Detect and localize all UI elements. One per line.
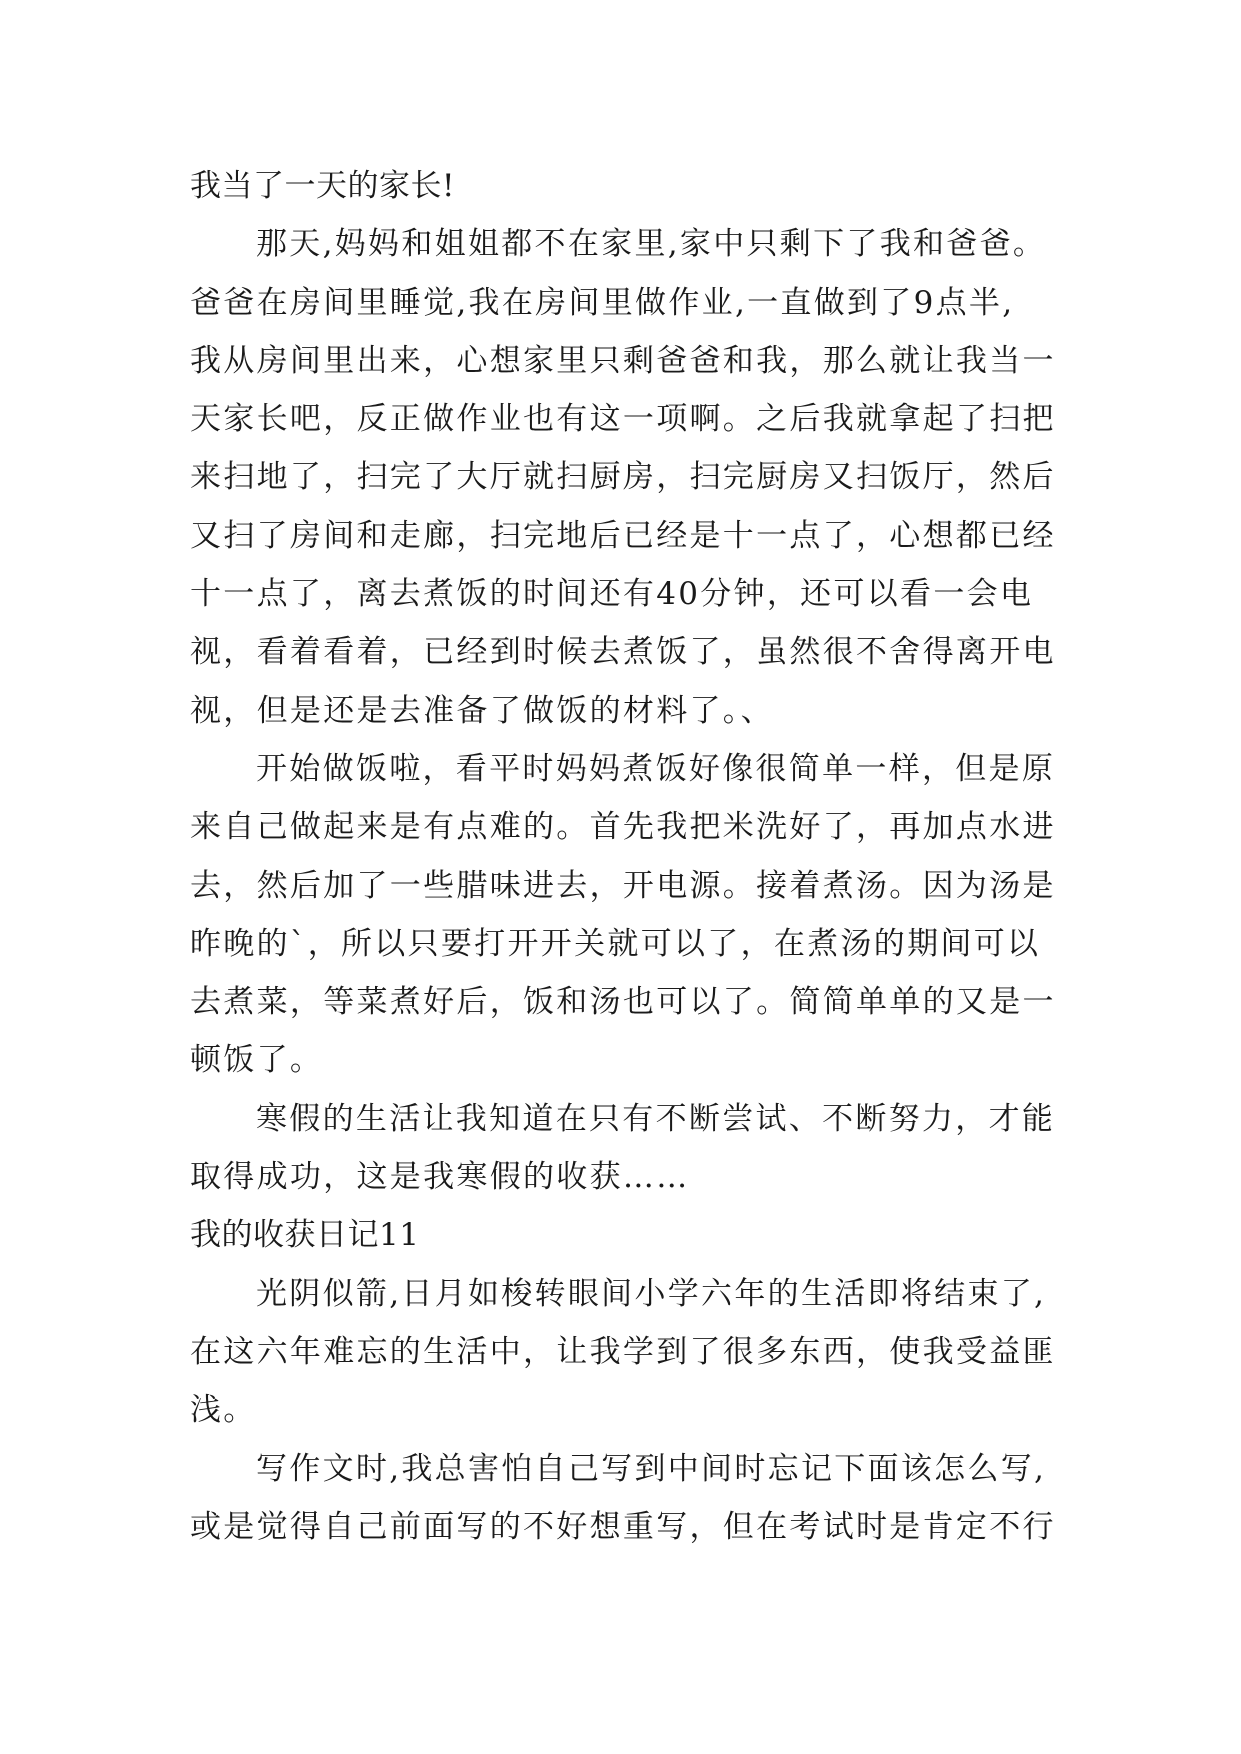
- paragraph-line: 开始做饭啦，看平时妈妈煮饭好像很简单一样，但是原: [256, 750, 1056, 787]
- paragraph-line: 爸爸在房间里睡觉,我在房间里做作业,一直做到了9点半,: [190, 284, 1015, 321]
- paragraph-line: 写作文时,我总害怕自己写到中间时忘记下面该怎么写,: [256, 1450, 1047, 1487]
- heading-block: [190, 157, 1050, 215]
- paragraph-line: 视，但是还是去准备了做饭的材料了。、: [190, 692, 774, 729]
- paragraph-line: 十一点了，离去煮饭的时间还有40分钟，还可以看一会电: [190, 576, 1034, 613]
- paragraph-line: 昨晚的`，所以只要打开开关就可以了，在煮汤的期间可以: [190, 925, 1041, 962]
- paragraph-line: 去，然后加了一些腊味进去，开电源。接着煮汤。因为汤是: [190, 867, 1056, 904]
- paragraph-line: 或是觉得自己前面写的不好想重写，但在考试时是肯定不行: [190, 1508, 1056, 1545]
- paragraph-line: 来自己做起来是有点难的。首先我把米洗好了，再加点水进: [190, 809, 1056, 846]
- paragraph-line: 来扫地了，扫完了大厅就扫厨房，扫完厨房又扫饭厅，然后: [190, 459, 1056, 496]
- paragraph: [190, 740, 1056, 1090]
- paragraph-line: 浅。: [190, 1392, 257, 1429]
- document-body: [190, 157, 1056, 1556]
- heading-line: 我当了一天的家长!: [190, 168, 455, 204]
- paragraph-line: 视，看着看着，已经到时候去煮饭了，虽然很不舍得离开电: [190, 634, 1056, 671]
- paragraph-line: 我从房间里出来，心想家里只剩爸爸和我，那么就让我当一: [190, 342, 1056, 379]
- paragraph-line: 那天,妈妈和姐姐都不在家里,家中只剩下了我和爸爸。: [256, 226, 1047, 263]
- paragraph-line: 取得成功，这是我寒假的收获……: [190, 1159, 690, 1196]
- paragraph-line: 天家长吧，反正做作业也有这一项啊。之后我就拿起了扫把: [190, 401, 1056, 438]
- paragraph-line: 顿饭了。: [190, 1042, 324, 1079]
- paragraph-line: 寒假的生活让我知道在只有不断尝试、不断努力，才能: [256, 1100, 1056, 1137]
- paragraph-line: 去煮菜，等菜煮好后，饭和汤也可以了。简简单单的又是一: [190, 984, 1056, 1021]
- paragraph-line: 在这六年难忘的生活中，让我学到了很多东西，使我受益匪: [190, 1333, 1056, 1370]
- paragraph-line: 光阴似箭,日月如梭转眼间小学六年的生活即将结束了,: [256, 1275, 1047, 1312]
- heading-line: 我的收获日记11: [190, 1217, 420, 1254]
- paragraph: [190, 1440, 1056, 1557]
- heading-block: [190, 1206, 1050, 1264]
- paragraph: [190, 215, 1056, 740]
- paragraph: [190, 1090, 1056, 1207]
- paragraph-line: 又扫了房间和走廊，扫完地后已经是十一点了，心想都已经: [190, 517, 1056, 554]
- paragraph: [190, 1265, 1056, 1440]
